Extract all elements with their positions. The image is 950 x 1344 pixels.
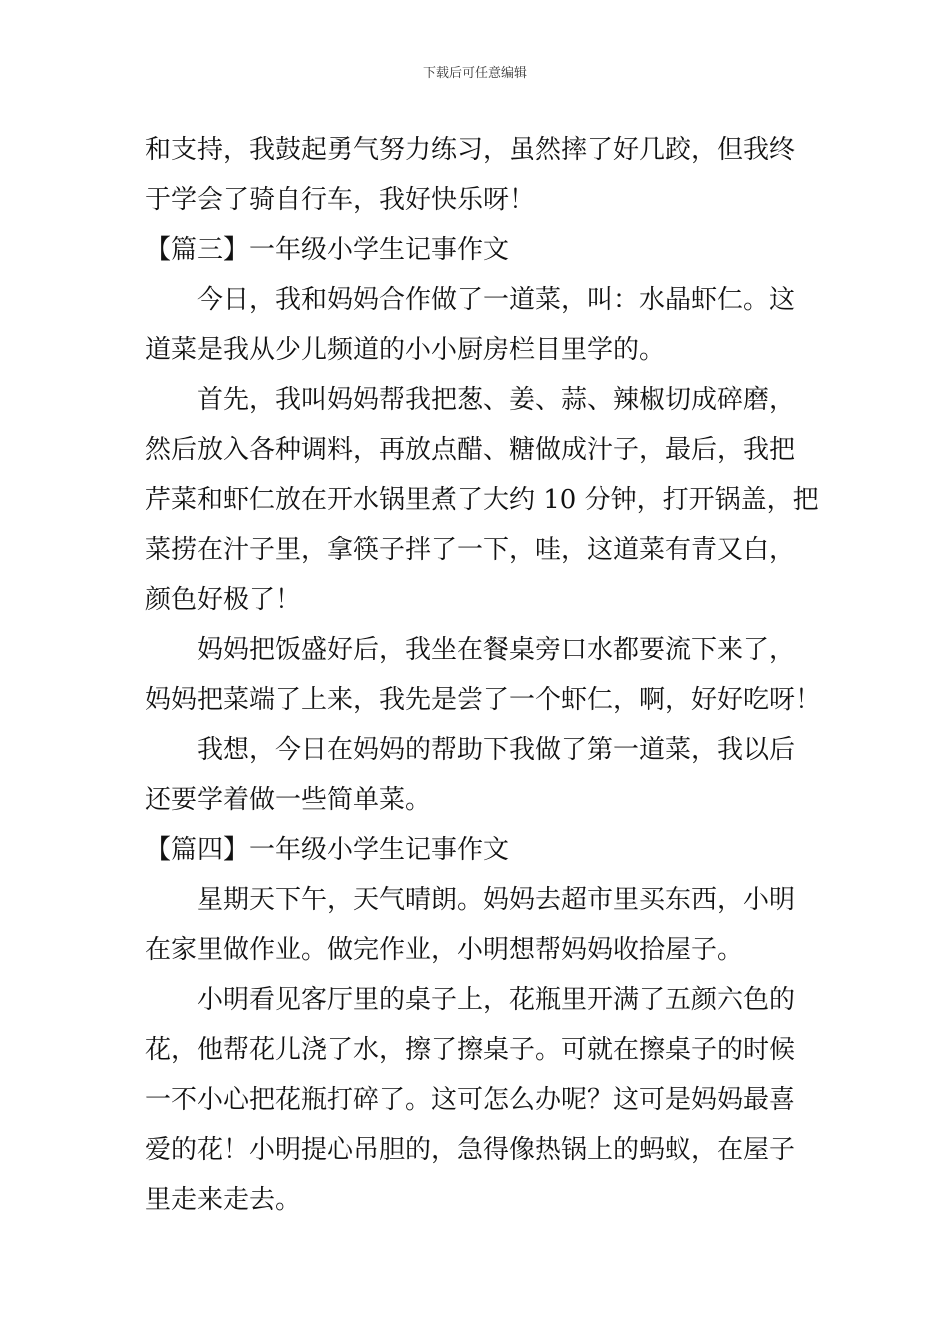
body-line: 颜色好极了！ (145, 585, 302, 615)
paragraph-first-line: 小明看见客厅里的桌子上，花瓶里开满了五颜六色的 (197, 985, 796, 1015)
body-line: 花，他帮花儿浇了水，擦了擦桌子。可就在擦桌子的时候 (145, 1035, 796, 1065)
paragraph-first-line: 今日，我和妈妈合作做了一道菜，叫：水晶虾仁。这 (197, 285, 796, 315)
body-line: 妈妈把菜端了上来，我先是尝了一个虾仁，啊，好好吃呀！ (145, 685, 822, 715)
paragraph-first-line: 星期天下午，天气晴朗。妈妈去超市里买东西，小明 (197, 885, 796, 915)
paragraph-first-line: 妈妈把饭盛好后，我坐在餐桌旁口水都要流下来了， (197, 635, 796, 665)
body-line: 于学会了骑自行车，我好快乐呀！ (145, 185, 536, 215)
section-heading: 【篇四】一年级小学生记事作文 (145, 835, 510, 865)
body-line: 菜捞在汁子里，拿筷子拌了一下，哇，这道菜有青又白， (145, 535, 796, 565)
paragraph-first-line: 首先，我叫妈妈帮我把葱、姜、蒜、辣椒切成碎磨， (197, 385, 796, 415)
body-line: 道菜是我从少儿频道的小小厨房栏目里学的。 (145, 335, 666, 365)
section-heading: 【篇三】一年级小学生记事作文 (145, 235, 510, 265)
body-line: 还要学着做一些简单菜。 (145, 785, 432, 815)
body-line: 芹菜和虾仁放在开水锅里煮了大约 10 分钟，打开锅盖，把 (145, 485, 819, 515)
paragraph-first-line: 我想，今日在妈妈的帮助下我做了第一道菜，我以后 (197, 735, 796, 765)
body-line: 在家里做作业。做完作业，小明想帮妈妈收拾屋子。 (145, 935, 744, 965)
page-header-note: 下载后可任意编辑 (422, 66, 527, 81)
body-line: 然后放入各种调料，再放点醋、糖做成汁子，最后，我把 (145, 435, 796, 465)
body-line: 一不小心把花瓶打碎了。这可怎么办呢？这可是妈妈最喜 (145, 1085, 796, 1115)
body-line: 里走来走去。 (145, 1185, 302, 1215)
body-line: 爱的花！小明提心吊胆的，急得像热锅上的蚂蚁，在屋子 (145, 1135, 796, 1165)
body-line: 和支持，我鼓起勇气努力练习，虽然摔了好几跤，但我终 (145, 135, 796, 165)
